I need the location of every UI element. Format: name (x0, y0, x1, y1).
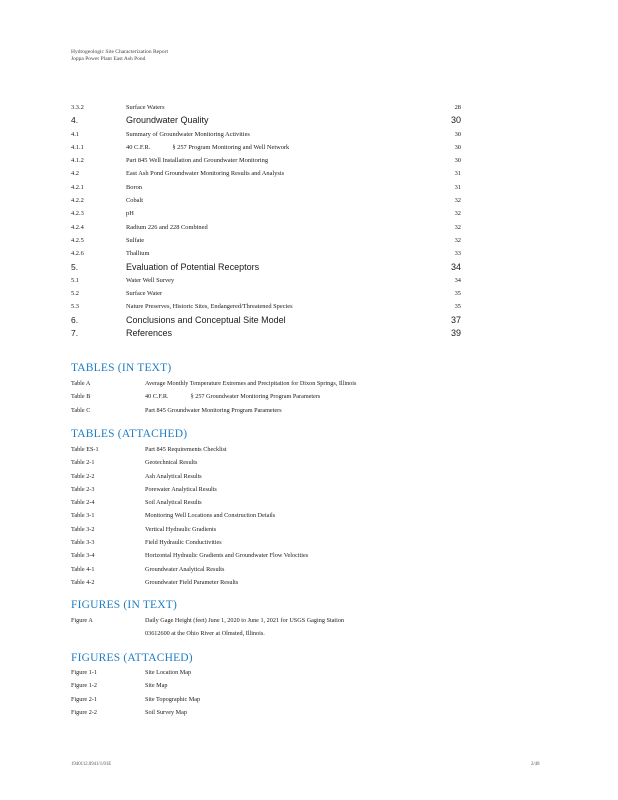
table-entry-description-text: Groundwater Field Parameter Results (145, 578, 239, 586)
table-entry-label: Table 2-2 (71, 472, 95, 480)
toc-entry-title (126, 327, 172, 340)
table-of-contents (71, 101, 461, 340)
table-entry-description-text: Porewater Analytical Results (145, 485, 217, 493)
toc-entry[interactable] (71, 314, 461, 327)
toc-entry-number: 4.2.6 (71, 250, 84, 258)
toc-entry-number: 4. (71, 115, 79, 126)
toc-entry-page: 30 (454, 157, 461, 165)
figure-entry-label: Figure 2-1 (71, 695, 97, 703)
toc-entry-title-text: 40 C.F.R. (126, 143, 151, 151)
table-entry-description (145, 536, 222, 549)
toc-entry-title-section: § 257 Program Monitoring and Well Network (172, 143, 290, 151)
tables-attached-list (71, 443, 471, 589)
toc-entry[interactable] (71, 221, 461, 234)
table-entry-description-text: Part 845 Requirements Checklist (145, 446, 227, 453)
figures-in-text-list (71, 614, 471, 641)
toc-entry-title-text: Water Well Survey (126, 276, 175, 284)
figure-entry-description (145, 666, 191, 679)
table-entry-label: Table 4-1 (71, 565, 95, 573)
toc-entry-page: 35 (454, 303, 461, 311)
table-entry[interactable] (71, 523, 471, 536)
figure-entry[interactable] (71, 614, 471, 627)
table-entry-description-text: Horizontal Hydraulic Gradients and Groundwater Flow Velocities (145, 552, 309, 560)
toc-entry-title (126, 141, 289, 154)
toc-entry-title-text: Cobalt (126, 197, 144, 205)
table-entry-description (145, 377, 356, 390)
table-entry-description (145, 443, 227, 456)
toc-entry-title-text: Conclusions and Conceptual Site Model (126, 314, 286, 325)
toc-entry-number: 4.1.1 (71, 143, 84, 151)
table-entry[interactable] (71, 563, 471, 576)
table-entry-description (145, 549, 308, 562)
figure-entry-label: Figure 1-2 (71, 682, 97, 690)
table-entry-description-text: Field Hydraulic Conductivities (145, 539, 222, 547)
toc-entry-title (126, 154, 268, 167)
table-entry-description-text: 40 C.F.R. (145, 393, 169, 401)
toc-entry-page: 32 (454, 223, 461, 231)
toc-entry-title (126, 274, 174, 287)
toc-entry-page: 31 (454, 183, 461, 191)
toc-entry-title (126, 221, 208, 234)
toc-entry-title (126, 314, 286, 327)
table-entry[interactable] (71, 390, 471, 403)
table-entry-description-section: § 257 Groundwater Monitoring Program Parameters (190, 393, 321, 401)
table-entry-description (145, 523, 216, 536)
figure-entry-description-text: Site Location Map (145, 669, 192, 676)
toc-entry-title-text: Radium 226 and 228 Combined (126, 223, 208, 231)
toc-entry-number: 7. (71, 328, 79, 339)
figure-entry-description (145, 679, 168, 692)
table-entry[interactable] (71, 576, 471, 589)
figure-entry-description-text: Daily Gage Height (feet) June 1, 2020 to June 1, 2021 for USGS Gaging Station (145, 617, 345, 624)
toc-entry-title (126, 128, 250, 141)
toc-entry-number: 4.1 (71, 130, 79, 138)
header-line-2: Joppa Power Plant East Ash Pond (71, 56, 146, 62)
table-entry[interactable] (71, 443, 471, 456)
toc-entry-title (126, 194, 143, 207)
table-entry-description (145, 470, 202, 483)
figure-entry[interactable] (71, 666, 471, 679)
toc-entry[interactable] (71, 114, 461, 127)
toc-entry-title (126, 287, 162, 300)
figure-entry[interactable] (71, 627, 471, 640)
toc-entry-title (126, 261, 259, 274)
figures-attached-list (71, 666, 471, 719)
table-entry-label: Table 3-3 (71, 539, 95, 547)
table-entry[interactable] (71, 496, 471, 509)
tables-in-text-heading: TABLES (IN TEXT) (71, 362, 172, 374)
table-entry-description-text: Monitoring Well Locations and Construction Details (145, 512, 276, 520)
table-entry-description (145, 563, 224, 576)
toc-entry-page: 39 (450, 328, 461, 339)
toc-entry-title-text: pH (126, 210, 134, 218)
toc-entry-number: 5. (71, 261, 79, 272)
toc-entry-number: 5.3 (71, 303, 79, 311)
footer-page-number: 2/48 (531, 762, 540, 767)
toc-entry-title-text: References (126, 328, 173, 339)
toc-entry-page: 34 (454, 276, 461, 284)
toc-entry-number: 4.2.5 (71, 236, 84, 244)
toc-entry-title-text: Boron (126, 183, 142, 191)
toc-entry-title-text: Nature Preserves, Historic Sites, Endangered/Threatened Species (126, 303, 293, 311)
toc-entry-number: 4.2.1 (71, 183, 84, 191)
figure-entry-description (145, 614, 344, 627)
table-entry-description (145, 483, 217, 496)
figure-entry-description (145, 693, 200, 706)
table-entry-description (145, 404, 282, 417)
toc-entry[interactable] (71, 300, 461, 313)
toc-entry-number: 4.1.2 (71, 157, 84, 165)
toc-entry-page: 37 (450, 314, 461, 325)
toc-entry-title-text: Part 845 Well Installation and Groundwater Monitoring (126, 157, 269, 165)
header-line-1: Hydrogeologic Site Characterization Report (71, 49, 168, 55)
table-entry-description (145, 509, 275, 522)
figure-entry-description-text: Site Topographic Map (145, 695, 201, 703)
figure-entry-description-text: Site Map (145, 682, 168, 690)
table-entry-label: Table 3-2 (71, 525, 95, 533)
table-entry-description (145, 576, 238, 589)
running-header (71, 49, 168, 63)
toc-entry-title (126, 101, 165, 114)
toc-entry-number: 4.2.3 (71, 210, 84, 218)
table-entry[interactable] (71, 377, 471, 390)
toc-entry-title (126, 234, 144, 247)
figures-in-text-heading: FIGURES (IN TEXT) (71, 599, 178, 611)
toc-entry[interactable] (71, 327, 461, 340)
toc-entry-number: 6. (71, 314, 79, 325)
toc-entry-title (126, 300, 293, 313)
toc-entry[interactable] (71, 207, 461, 220)
toc-entry-title (126, 181, 142, 194)
toc-entry[interactable] (71, 101, 461, 114)
table-entry-description (145, 390, 320, 403)
toc-entry-page: 32 (454, 197, 461, 205)
toc-entry-number: 5.1 (71, 276, 79, 284)
table-entry[interactable] (71, 456, 471, 469)
toc-entry-number: 5.2 (71, 290, 79, 298)
toc-entry-page: 33 (454, 250, 461, 258)
table-entry-label: Table 3-4 (71, 552, 95, 560)
toc-entry[interactable] (71, 194, 461, 207)
toc-entry-page: 28 (454, 104, 461, 111)
toc-entry[interactable] (71, 167, 461, 180)
toc-entry[interactable] (71, 181, 461, 194)
toc-entry-page: 30 (454, 130, 461, 138)
figure-entry[interactable] (71, 693, 471, 706)
table-entry-description (145, 456, 197, 469)
figure-entry-description (145, 706, 187, 719)
toc-entry-page: 31 (454, 170, 461, 178)
figures-attached-heading: FIGURES (ATTACHED) (71, 652, 193, 664)
table-entry-description (145, 496, 202, 509)
figure-entry-description-text: Soil Survey Map (145, 708, 187, 716)
figure-entry-label: Figure 2-2 (71, 708, 97, 716)
table-entry[interactable] (71, 404, 471, 417)
table-entry[interactable] (71, 470, 471, 483)
toc-entry-title-text: Surface Water (126, 290, 163, 298)
toc-entry-page: 32 (454, 236, 461, 244)
table-entry-description-text: Geotechnical Results (145, 459, 198, 467)
table-entry-label: Table C (71, 406, 91, 414)
toc-entry-page: 30 (454, 143, 461, 151)
toc-entry-page: 30 (450, 115, 461, 126)
toc-entry-number: 4.2.2 (71, 197, 84, 205)
table-entry[interactable] (71, 509, 471, 522)
toc-entry-title-text: Summary of Groundwater Monitoring Activities (126, 130, 250, 138)
toc-entry-title (126, 114, 209, 127)
table-entry-description-text: Vertical Hydraulic Gradients (145, 525, 217, 533)
table-entry-label: Table 2-3 (71, 485, 95, 493)
toc-entry[interactable] (71, 141, 461, 154)
toc-entry-page: 32 (454, 210, 461, 218)
toc-entry-title (126, 207, 134, 220)
tables-in-text-list (71, 377, 471, 417)
toc-entry[interactable] (71, 154, 461, 167)
toc-entry-title-text: Surface Waters (126, 104, 165, 111)
table-entry-description-text: Ash Analytical Results (145, 472, 202, 480)
table-entry[interactable] (71, 483, 471, 496)
toc-entry[interactable] (71, 128, 461, 141)
table-entry[interactable] (71, 536, 471, 549)
toc-entry-number: 4.2 (71, 170, 79, 178)
table-entry-description-text: Average Monthly Temperature Extremes and Precipitation for Dixon Springs, Illinois (145, 380, 357, 387)
table-entry-label: Table 3-1 (71, 512, 95, 520)
toc-entry-title-text: Sulfate (126, 236, 145, 244)
figure-entry-description (145, 627, 265, 640)
toc-entry-title (126, 167, 284, 180)
toc-entry-title-text: Groundwater Quality (126, 115, 209, 126)
tables-attached-heading: TABLES (ATTACHED) (71, 428, 188, 440)
table-entry-label: Table B (71, 393, 91, 401)
toc-entry[interactable] (71, 261, 461, 274)
toc-entry-title-text: Evaluation of Potential Receptors (126, 261, 260, 272)
footer-document-number: 1940112.0941/1/01E (71, 762, 112, 767)
figure-entry[interactable] (71, 679, 471, 692)
toc-entry-page: 35 (454, 290, 461, 298)
table-entry-label: Table 2-4 (71, 499, 95, 507)
figure-entry-label: Figure A (71, 617, 93, 624)
figure-entry-label: Figure 1-1 (71, 669, 97, 676)
toc-entry-number: 3.3.2 (71, 104, 84, 111)
figure-entry[interactable] (71, 706, 471, 719)
toc-entry-page: 34 (450, 261, 461, 272)
table-entry-description-text: Soil Analytical Results (145, 499, 202, 507)
table-entry-label: Table 2-1 (71, 459, 95, 467)
toc-entry-number: 4.2.4 (71, 223, 84, 231)
table-entry[interactable] (71, 549, 471, 562)
toc-entry[interactable] (71, 274, 461, 287)
table-entry-label: Table 4-2 (71, 578, 95, 586)
table-entry-label: Table ES-1 (71, 446, 99, 453)
toc-entry-title-text: Thallium (126, 250, 150, 258)
toc-entry[interactable] (71, 247, 461, 260)
toc-entry-title-text: East Ash Pond Groundwater Monitoring Results and Analysis (126, 170, 285, 178)
table-entry-description-text: Part 845 Groundwater Monitoring Program Parameters (145, 406, 282, 414)
toc-entry-title (126, 247, 149, 260)
table-entry-description-text: Groundwater Analytical Results (145, 565, 225, 573)
table-entry-label: Table A (71, 380, 91, 387)
toc-entry[interactable] (71, 287, 461, 300)
toc-entry[interactable] (71, 234, 461, 247)
figure-entry-description-text: 03612600 at the Ohio River at Olmsted, Illinois. (145, 630, 265, 638)
